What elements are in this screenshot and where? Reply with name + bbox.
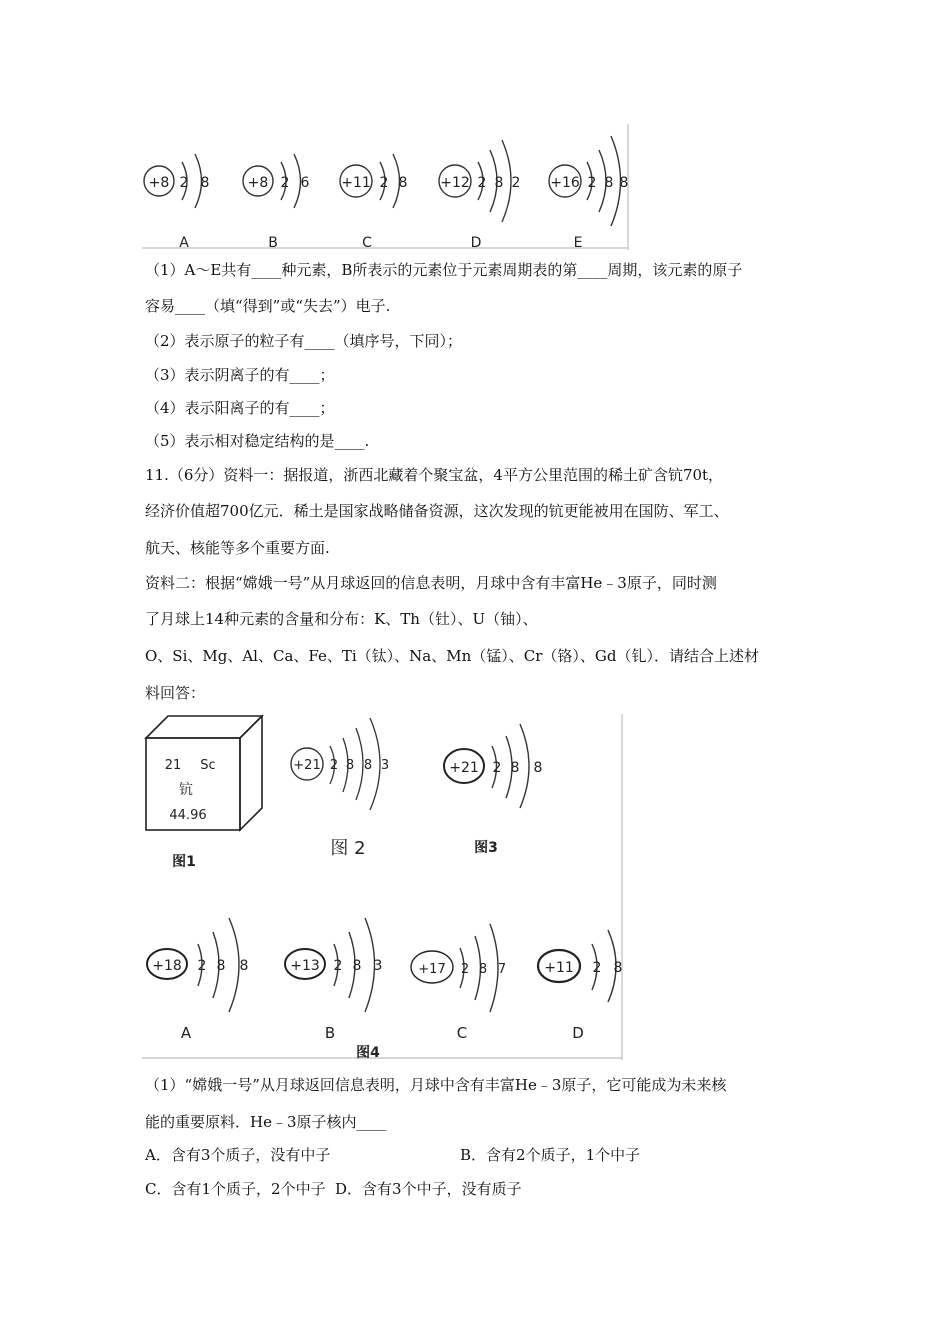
atom-structure-figure-1 — [140, 122, 632, 252]
svg-text:8: 8 — [363, 758, 373, 773]
svg-text:+8: +8 — [247, 175, 269, 191]
atom-d — [439, 140, 520, 251]
svg-text:8: 8 — [613, 960, 623, 976]
svg-text:+17: +17 — [418, 962, 446, 977]
svg-text:7: 7 — [497, 962, 507, 977]
atom-c — [340, 154, 407, 251]
svg-text:+18: +18 — [152, 958, 182, 974]
svg-text:8: 8 — [533, 760, 543, 776]
q11-line-4: 资料二：根据“嫦娥一号”从月球返回的信息表明，月球中含有丰富He﹣3原子，同时测 — [145, 574, 717, 592]
part1-line-2: 容易____（填“得到”或“失去”）电子. — [145, 297, 391, 315]
svg-text:+21: +21 — [449, 760, 479, 776]
element-box-scandium — [146, 716, 262, 870]
option-c: C．含有1个质子，2个中子 — [145, 1180, 326, 1198]
svg-text:2: 2 — [333, 958, 343, 974]
svg-text:2: 2 — [179, 175, 189, 191]
fig4-label-d: D — [572, 1024, 584, 1042]
option-d: D．含有3个中子，没有质子 — [335, 1180, 522, 1198]
atom-e-label: E — [573, 235, 583, 251]
svg-text:8: 8 — [604, 175, 614, 191]
svg-text:8: 8 — [510, 760, 520, 776]
svg-text:+11: +11 — [544, 960, 574, 976]
atom-a — [144, 154, 209, 251]
svg-text:8: 8 — [398, 175, 408, 191]
svg-text:+13: +13 — [290, 958, 320, 974]
fig3-scandium-ion — [444, 724, 542, 856]
svg-text:+21: +21 — [293, 758, 321, 773]
q11-line-3: 航天、核能等多个重要方面. — [145, 539, 330, 557]
option-b: B．含有2个质子，1个中子 — [460, 1146, 641, 1164]
svg-text:8: 8 — [239, 958, 249, 974]
atom-b — [243, 154, 310, 251]
part1-line-4: （3）表示阴离子的有____； — [145, 366, 335, 384]
fig2-scandium-atom — [291, 718, 389, 859]
svg-text:2: 2 — [492, 760, 502, 776]
svg-text:6: 6 — [300, 175, 310, 191]
atomic-number: 21 — [164, 758, 182, 773]
svg-text:8: 8 — [494, 175, 504, 191]
svg-text:2: 2 — [592, 960, 602, 976]
fig4-label-b: B — [324, 1024, 336, 1042]
svg-text:+11: +11 — [341, 175, 371, 191]
svg-text:2: 2 — [197, 958, 207, 974]
option-a: A．含有3个质子，没有中子 — [145, 1146, 331, 1164]
caption-fig4: 图4 — [356, 1045, 380, 1061]
svg-text:8: 8 — [352, 958, 362, 974]
fig4-label-c: C — [456, 1024, 468, 1042]
atom-a-label: A — [179, 235, 189, 251]
part1-line-3: （2）表示原子的粒子有____（填序号，下同）； — [145, 332, 463, 350]
svg-text:8: 8 — [216, 958, 226, 974]
atom-c-label: C — [362, 235, 372, 251]
element-name: 钪 — [179, 782, 193, 798]
svg-text:2: 2 — [280, 175, 290, 191]
q11-line-5: 了月球上14种元素的含量和分布：K、Th（钍）、U（铀）、 — [145, 610, 538, 628]
fig4-label-a: A — [180, 1024, 192, 1042]
atom-a-nucleus: +8 — [148, 175, 170, 191]
caption-fig3: 图3 — [474, 840, 498, 856]
svg-text:8: 8 — [200, 175, 210, 191]
part1-line-1: （1）A～E共有____种元素，B所表示的元素位于元素周期表的第____周期，该元素的原子 — [145, 261, 743, 279]
fig4-atom-a — [147, 918, 248, 1042]
svg-text:2: 2 — [329, 758, 339, 773]
svg-text:+12: +12 — [440, 175, 470, 191]
scandium-figure — [140, 712, 626, 1064]
q11-line-6: O、Si、Mg、Al、Ca、Fe、Ti（钛）、Na、Mn（锰）、Cr（铬）、Gd（钆）．请结合上述材 — [145, 647, 759, 665]
atom-d-label: D — [470, 235, 482, 251]
part2-line-1: （1）“嫦娥一号”从月球返回信息表明，月球中含有丰富He﹣3原子，它可能成为未来核 — [145, 1076, 727, 1094]
svg-text:2: 2 — [379, 175, 389, 191]
element-symbol: Sc — [200, 758, 216, 773]
caption-fig2: 图 2 — [330, 838, 366, 859]
svg-text:2: 2 — [511, 175, 521, 191]
part2-line-2: 能的重要原料．He﹣3原子核内____ — [145, 1113, 387, 1131]
svg-text:+16: +16 — [550, 175, 580, 191]
svg-text:3: 3 — [380, 758, 390, 773]
fig4-atom-b — [285, 918, 382, 1042]
fig4-atom-d — [538, 930, 622, 1042]
svg-text:2: 2 — [460, 962, 470, 977]
q11-line-7: 料回答： — [145, 684, 206, 702]
q11-line-2: 经济价值超700亿元．稀土是国家战略储备资源，这次发现的钪更能被用在国防、军工、 — [145, 502, 729, 520]
fig4-atom-c — [411, 924, 506, 1042]
svg-text:8: 8 — [345, 758, 355, 773]
atomic-mass: 44.96 — [169, 808, 207, 823]
part1-line-5: （4）表示阳离子的有____； — [145, 399, 335, 417]
part1-line-6: （5）表示相对稳定结构的是____. — [145, 432, 370, 450]
svg-text:2: 2 — [477, 175, 487, 191]
svg-text:8: 8 — [478, 962, 488, 977]
svg-text:8: 8 — [619, 175, 629, 191]
svg-text:3: 3 — [373, 958, 383, 974]
atom-b-label: B — [268, 235, 278, 251]
caption-fig1: 图1 — [172, 854, 196, 870]
q11-line-1: 11.（6分）资料一：据报道，浙西北藏着个聚宝盆，4平方公里范围的稀土矿含钪70t， — [145, 466, 724, 484]
atom-e — [549, 136, 628, 251]
svg-text:2: 2 — [587, 175, 597, 191]
